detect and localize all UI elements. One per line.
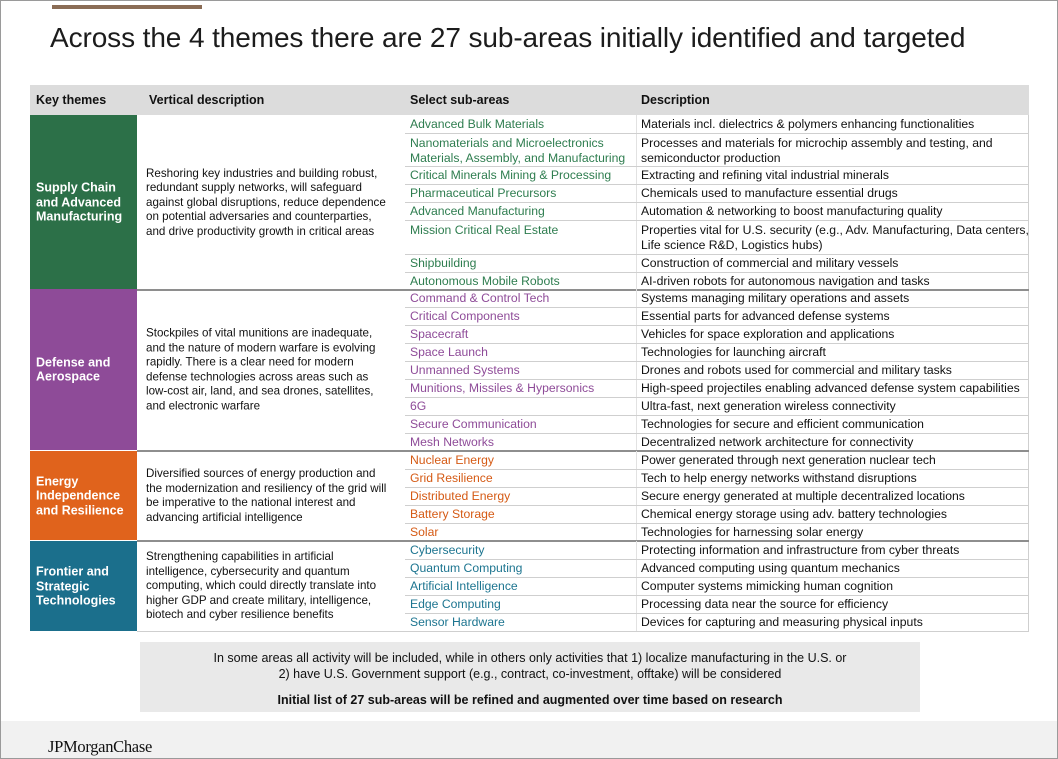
- row-divider: [405, 343, 1029, 344]
- sub-area-description: Construction of commercial and military vessels: [641, 256, 899, 270]
- theme-label: Supply Chain and Advanced Manufacturing: [36, 180, 123, 224]
- row-divider: [405, 307, 1029, 308]
- column-divider: [636, 451, 637, 541]
- sub-area-description: Technologies for harnessing solar energy: [641, 525, 864, 539]
- sub-area-name: Critical Components: [410, 309, 520, 323]
- row-divider: [405, 325, 1029, 326]
- sub-area-name: Mission Critical Real Estate: [410, 223, 559, 237]
- footnote-bold: Initial list of 27 sub-areas will be refined and augmented over time based on research: [277, 693, 783, 707]
- footer-bar: [1, 721, 1057, 758]
- row-divider: [405, 254, 1029, 255]
- sub-area-name: 6G: [410, 399, 427, 413]
- theme-block: [30, 451, 137, 540]
- theme-label: Defense and Aerospace: [36, 355, 111, 384]
- header-key-themes: Key themes: [36, 93, 107, 107]
- sub-area-name: Quantum Computing: [410, 561, 523, 575]
- row-divider: [405, 487, 1029, 488]
- sub-area-description: Computer systems mimicking human cognition: [641, 579, 893, 593]
- header-vertical-description: Vertical description: [149, 93, 265, 107]
- row-divider: [405, 361, 1029, 362]
- theme-block: [30, 115, 137, 289]
- sub-area-description: Systems managing military operations and assets: [641, 291, 910, 305]
- sub-area-description: Advanced computing using quantum mechanics: [641, 561, 900, 575]
- column-divider: [636, 115, 637, 290]
- row-divider: [405, 505, 1029, 506]
- sub-area-name: Advanced Manufacturing: [410, 204, 545, 218]
- sub-area-name: Advanced Bulk Materials: [410, 117, 545, 131]
- sub-area-name: Pharmaceutical Precursors: [410, 186, 557, 200]
- vertical-description: Strengthening capabilities in artificial intelligence, cybersecurity and quantum computing, which could directly translate into higher GDP and create military, intelligence, biotech and cyber resilience benefits: [146, 549, 377, 621]
- sub-area-name: Battery Storage: [410, 507, 495, 521]
- row-divider: [405, 166, 1029, 167]
- footnote-line-1: In some areas all activity will be included, while in others only activities that 1) localize manufacturing in the U.S. or: [213, 651, 847, 665]
- sub-area-description: Processing data near the source for efficiency: [641, 597, 889, 611]
- row-divider: [405, 433, 1029, 434]
- sub-area-name: Critical Minerals Mining & Processing: [410, 168, 612, 182]
- vertical-description: Stockpiles of vital munitions are inadequate, and the nature of modern warfare is evolving rapidly. There is a clear need for modern defense technologies across areas such as low-cost air, land, and sea drones, satellites, and electronic warfare: [146, 326, 376, 412]
- sub-area-name: Command & Control Tech: [410, 291, 550, 305]
- sub-area-name: Solar: [410, 525, 439, 539]
- sub-area-description: Automation & networking to boost manufacturing quality: [641, 204, 943, 218]
- row-divider: [405, 613, 1029, 614]
- column-divider: [636, 541, 637, 631]
- sub-area-name: Unmanned Systems: [410, 363, 520, 377]
- sub-area-description: Drones and robots used for commercial and military tasks: [641, 363, 952, 377]
- sub-area-description: High-speed projectiles enabling advanced defense system capabilities: [641, 381, 1020, 395]
- row-divider: [405, 184, 1029, 185]
- sub-area-description: Essential parts for advanced defense systems: [641, 309, 890, 323]
- vertical-description: Reshoring key industries and building robust, redundant supply networks, will safeguard against global disruptions, reduce dependence on potential adversaries and counterparties, and drive productivity growth in critical areas: [146, 166, 386, 238]
- header-description: Description: [641, 93, 710, 107]
- row-divider: [405, 272, 1029, 273]
- sub-area-name: Nuclear Energy: [410, 453, 494, 467]
- sub-area-description: Processes and materials for microchip assembly and testing, and semiconductor production: [641, 136, 993, 165]
- row-divider: [405, 220, 1029, 221]
- sub-area-name: Spacecraft: [410, 327, 469, 341]
- sub-area-description: Chemical energy storage using adv. battery technologies: [641, 507, 947, 521]
- theme-label: Energy Independence and Resilience: [36, 473, 124, 517]
- sub-area-name: Distributed Energy: [410, 489, 511, 503]
- footnote-line-2: 2) have U.S. Government support (e.g., contract, co-investment, offtake) will be considered: [278, 667, 782, 681]
- sub-area-name: Space Launch: [410, 345, 488, 359]
- theme-block: [30, 289, 137, 450]
- sub-area-description: Properties vital for U.S. security (e.g., Adv. Manufacturing, Data centers, Life science R&D, Logistics hubs): [641, 223, 1029, 252]
- sub-area-name: Nanomaterials and Microelectronics Materials, Assembly, and Manufacturing: [410, 136, 626, 165]
- sub-area-description: Ultra-fast, next generation wireless connectivity: [641, 399, 896, 413]
- sub-area-description: Power generated through next generation nuclear tech: [641, 453, 936, 467]
- sub-area-description: Vehicles for space exploration and applications: [641, 327, 895, 341]
- row-divider: [405, 202, 1029, 203]
- jpmorganchase-logo: JPMorganChase: [48, 737, 152, 756]
- sub-area-name: Autonomous Mobile Robots: [410, 274, 560, 288]
- sub-area-description: Tech to help energy networks withstand disruptions: [641, 471, 917, 485]
- sub-area-name: Edge Computing: [410, 597, 501, 611]
- table-header: [30, 85, 1029, 115]
- sub-area-name: Secure Communication: [410, 417, 537, 431]
- sub-area-name: Cybersecurity: [410, 543, 485, 557]
- sub-area-description: Extracting and refining vital industrial minerals: [641, 168, 889, 182]
- title-accent-bar: [52, 5, 202, 9]
- sub-area-description: Devices for capturing and measuring physical inputs: [641, 615, 923, 629]
- row-divider: [405, 469, 1029, 470]
- theme-block: [30, 541, 137, 631]
- row-divider: [405, 379, 1029, 380]
- sub-area-name: Grid Resilience: [410, 471, 493, 485]
- sub-area-description: Chemicals used to manufacture essential drugs: [641, 186, 898, 200]
- sub-area-description: Materials incl. dielectrics & polymers enhancing functionalities: [641, 117, 975, 131]
- header-select-sub-areas: Select sub-areas: [410, 93, 510, 107]
- row-divider: [405, 595, 1029, 596]
- section-divider: [137, 540, 1029, 542]
- sub-area-name: Mesh Networks: [410, 435, 494, 449]
- row-divider: [405, 523, 1029, 524]
- page-title: Across the 4 themes there are 27 sub-areas initially identified and targeted: [50, 22, 966, 53]
- sub-area-description: Technologies for launching aircraft: [641, 345, 826, 359]
- sub-area-name: Shipbuilding: [410, 256, 477, 270]
- row-divider: [405, 397, 1029, 398]
- vertical-description: Diversified sources of energy production and the modernization and resiliency of the grid will be imperative to the national interest and advancing artificial intelligence: [146, 467, 387, 524]
- sub-area-description: Protecting information and infrastructure from cyber threats: [641, 543, 960, 557]
- sub-area-description: Technologies for secure and efficient communication: [641, 417, 924, 431]
- column-divider: [636, 289, 637, 451]
- row-divider: [405, 133, 1029, 134]
- sub-area-description: AI-driven robots for autonomous navigation and tasks: [641, 274, 930, 288]
- row-divider: [405, 415, 1029, 416]
- footnote-box: [140, 642, 920, 712]
- row-divider: [405, 559, 1029, 560]
- row-divider: [405, 577, 1029, 578]
- theme-label: Frontier and Strategic Technologies: [36, 564, 116, 608]
- sub-area-description: Secure energy generated at multiple decentralized locations: [641, 489, 965, 503]
- section-divider: [137, 450, 1029, 452]
- sub-area-name: Sensor Hardware: [410, 615, 505, 629]
- sub-area-name: Artificial Intelligence: [410, 579, 518, 593]
- sub-area-name: Munitions, Missiles & Hypersonics: [410, 381, 595, 395]
- sub-area-description: Decentralized network architecture for connectivity: [641, 435, 914, 449]
